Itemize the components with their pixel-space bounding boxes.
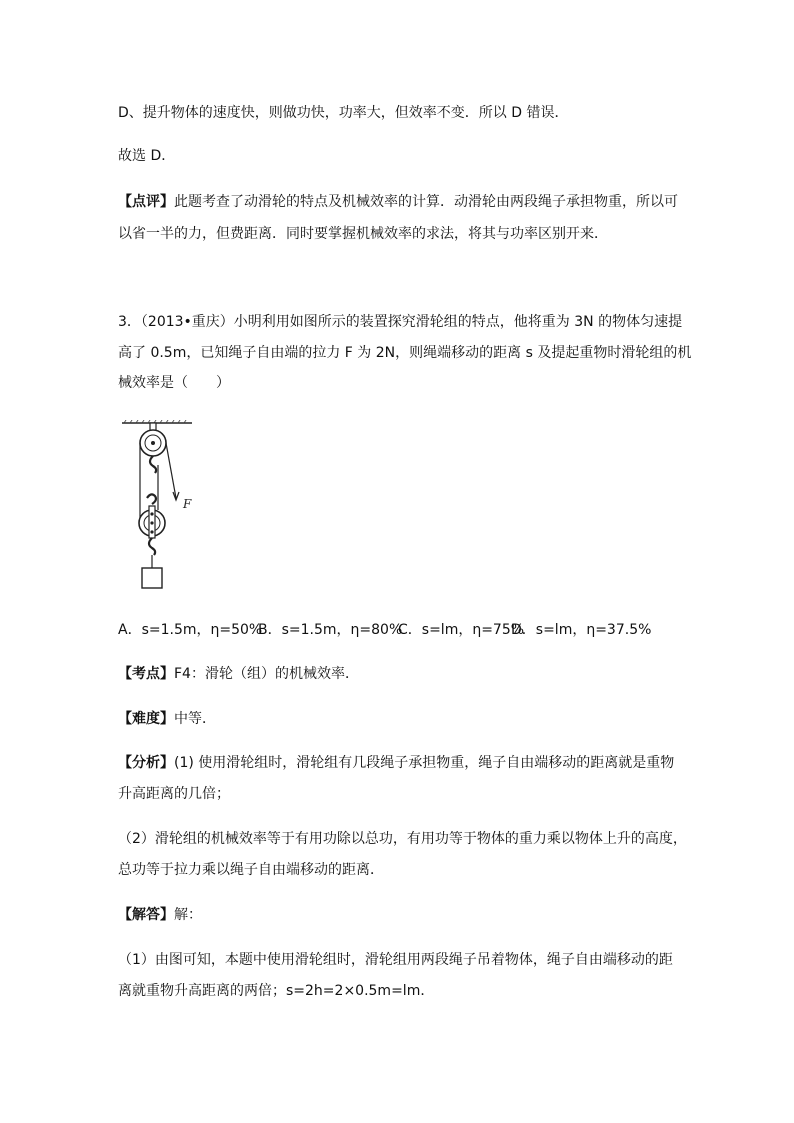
question-line-1: 3．（2013•重庆）小明利用如图所示的装置探究滑轮组的特点，他将重为 3N 的物体匀速提 xyxy=(118,314,683,330)
option-c[interactable]: C．s=lm，η=75% xyxy=(398,622,525,638)
fenxi-line-2: 升高距离的几倍； xyxy=(118,786,230,802)
kaodian-text: F4：滑轮（组）的机械效率． xyxy=(174,666,359,682)
nandu-line xyxy=(118,709,698,729)
load-block xyxy=(142,568,162,588)
force-label: F xyxy=(183,497,192,511)
fenxi-tag: 【分析】 xyxy=(118,755,174,771)
answer-line: 故选 D． xyxy=(118,148,176,164)
fenxi-line-1 xyxy=(118,753,698,773)
pulley-diagram xyxy=(120,420,220,595)
nandu-text: 中等． xyxy=(174,711,216,727)
option-d[interactable]: D．s=lm，η=37.5% xyxy=(511,622,652,638)
question-line-2: 高了 0.5m，已知绳子自由端的拉力 F 为 2N，则绳端移动的距离 s 及提起重物时滑轮组的机 xyxy=(118,345,692,361)
comment-line-2: 以省一半的力，但费距离．同时要掌握机械效率的求法，将其与功率区别开来． xyxy=(118,226,608,242)
movable-pulley-hook-bottom xyxy=(149,538,155,555)
comment-text-1: 此题考查了动滑轮的特点及机械效率的计算．动滑轮由两段绳子承担物重，所以可 xyxy=(174,194,678,210)
kaodian-tag: 【考点】 xyxy=(118,666,174,682)
fenxi-line-4: 总功等于拉力乘以绳子自由端移动的距离． xyxy=(118,862,384,878)
jieda-line-1: （1）由图可知，本题中使用滑轮组时，滑轮组用两段绳子吊着物体，绳子自由端移动的距 xyxy=(118,952,673,968)
comment-tag: 【点评】 xyxy=(118,194,174,210)
nandu-tag: 【难度】 xyxy=(118,711,174,727)
movable-pulley-hook-top xyxy=(147,494,156,504)
jieda-tag: 【解答】 xyxy=(118,907,174,923)
fixed-pulley-hook xyxy=(150,456,156,473)
jieda-line xyxy=(118,905,698,925)
rope-free-end xyxy=(166,443,176,498)
jieda-line-2: 离就重物升高距离的两倍；s=2h=2×0.5m=lm． xyxy=(118,983,435,999)
kaodian-line xyxy=(118,664,698,684)
fenxi-text-1: (1) 使用滑轮组时，滑轮组有几段绳子承担物重，绳子自由端移动的距离就是重物 xyxy=(174,755,675,771)
option-a[interactable]: A．s=1.5m，η=50% xyxy=(118,622,263,638)
answer-options xyxy=(118,620,698,640)
jieda-text: 解： xyxy=(174,907,202,923)
option-b[interactable]: B．s=1.5m，η=80% xyxy=(258,622,403,638)
option-d-explanation: D、提升物体的速度快，则做功快，功率大，但效率不变．所以 D 错误． xyxy=(118,105,569,121)
comment-line-1 xyxy=(118,192,698,212)
fenxi-line-3: （2）滑轮组的机械效率等于有用功除以总功，有用功等于物体的重力乘以物体上升的高度， xyxy=(118,831,687,847)
question-line-3: 械效率是（ ） xyxy=(118,375,230,391)
